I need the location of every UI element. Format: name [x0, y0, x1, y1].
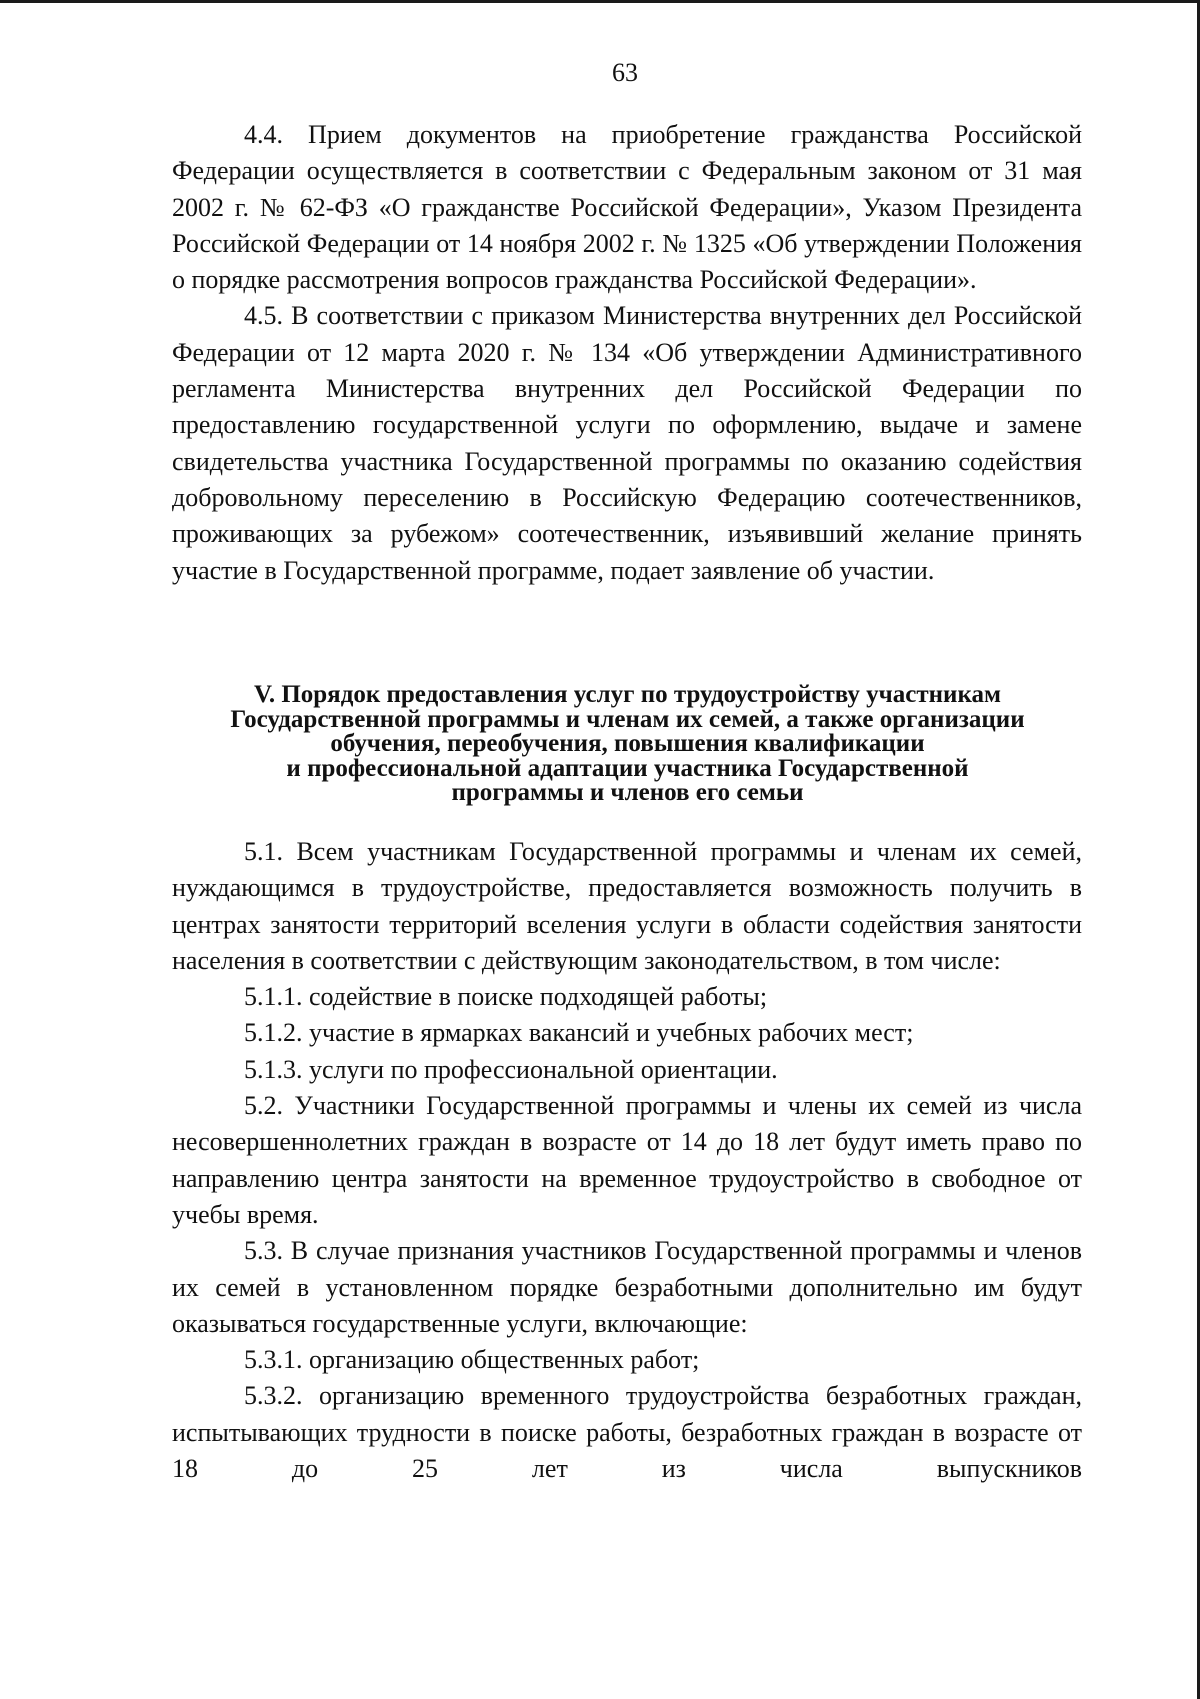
heading-line: программы и членов его семьи — [451, 779, 804, 807]
scan-border-top — [0, 0, 1200, 3]
section-5-body — [172, 834, 1082, 1487]
heading-line: V. Порядок предоставления услуг по трудоустройству участникам — [253, 681, 1001, 708]
paragraph-4-4: 4.4. Прием документов на приобретение гражданства Российской Федерации осуществляется в соответствии с Федеральным законом от 31 мая 2002 г. № 62-ФЗ «О гражданстве Российской Федерации», Указом Президента Российской Федерации от 14 ноября 2002 г. № 1325 «Об утверждении Положения о порядке рассмотрения вопросов гражданства Российской Федерации». — [172, 120, 1082, 295]
paragraph-5-1: 5.1. Всем участникам Государственной программы и членам их семей, нуждающимся в трудоустройстве, предоставляется возможность получить в центрах занятости территорий вселения услуги в области содействия занятости населения в соответствии с действующим законодательством, в том числе: — [172, 837, 1082, 975]
heading-line: Государственной программы и членам их семей, а также организации — [230, 705, 1025, 733]
page-number: 63 — [612, 58, 638, 87]
section-5-heading — [160, 683, 1095, 806]
heading-line: обучения, переобучения, повышения квалификации — [330, 730, 925, 758]
paragraph-5-3: 5.3. В случае признания участников Государственной программы и членов их семей в установленном порядке безработными дополнительно им будут оказываться государственные услуги, включающие: — [172, 1236, 1082, 1338]
paragraph-5-1-2: 5.1.2. участие в ярмарках вакансий и учебных рабочих мест; — [244, 1018, 914, 1048]
section-4-body — [172, 117, 1082, 589]
paragraph-5-3-2: 5.3.2. организацию временного трудоустройства безработных граждан, испытывающих трудности в поиске работы, безработных граждан в возрасте от 18 до 25 лет из числа выпускников — [172, 1381, 1082, 1484]
paragraph-5-1-1: 5.1.1. содействие в поиске подходящей работы; — [244, 982, 768, 1012]
heading-line: и профессиональной адаптации участника Государственной — [286, 754, 969, 782]
paragraph-5-1-3: 5.1.3. услуги по профессиональной ориентации. — [244, 1054, 778, 1084]
paragraph-4-5: 4.5. В соответствии с приказом Министерства внутренних дел Российской Федерации от 12 марта 2020 г. № 134 «Об утверждении Административного регламента Министерства внутренних дел Российской Федерации по предоставлению государственной услуги по оформлению, выдаче и замене свидетельства участника Государственной программы по оказанию содействия добровольному переселению в Российскую Федерацию соотечественников, проживающих за рубежом» соотечественник, изъявивший желание принять участие в Государственной программе, подает заявление об участии. — [172, 301, 1082, 585]
paragraph-5-2: 5.2. Участники Государственной программы и члены их семей из числа несовершеннолетних граждан в возрасте от 14 до 18 лет будут иметь право по направлению центра занятости на временное трудоустройство в свободное от учебы время. — [172, 1091, 1082, 1229]
paragraph-5-3-1: 5.3.1. организацию общественных работ; — [244, 1345, 700, 1375]
